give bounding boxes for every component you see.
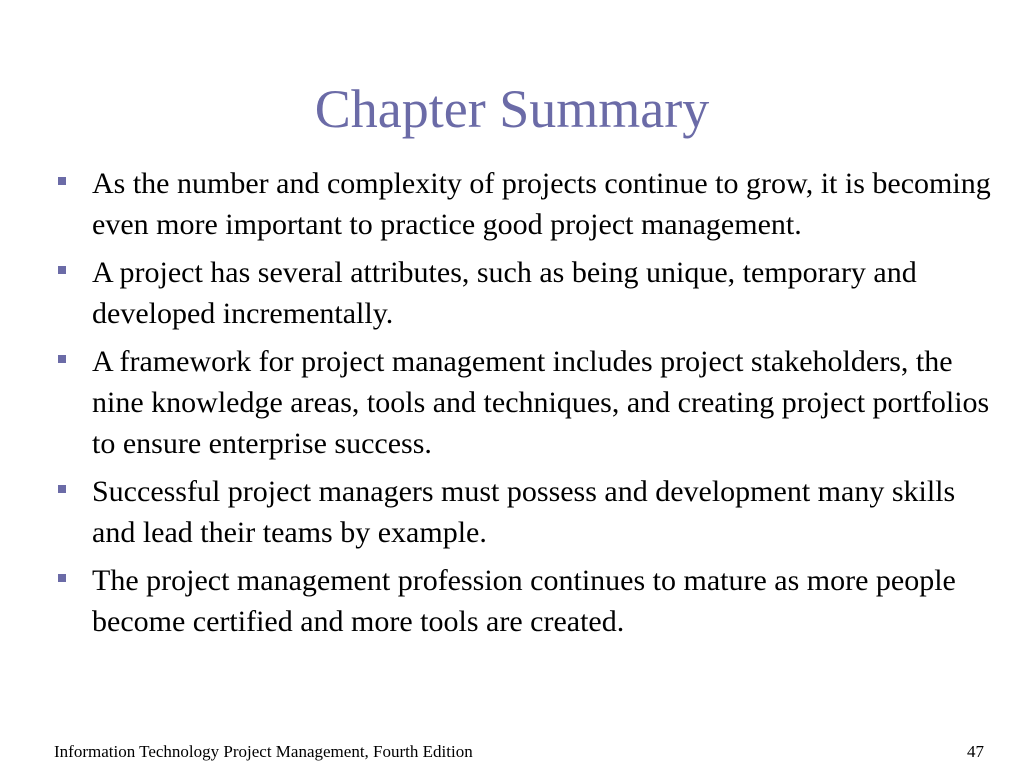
square-bullet-icon — [58, 485, 66, 493]
bullet-list — [56, 163, 996, 649]
bullet-text: The project management profession continues to mature as more people become certified and more tools are created. — [92, 564, 956, 638]
square-bullet-icon — [58, 574, 66, 582]
footer-book-title: Information Technology Project Management, Fourth Edition — [54, 742, 473, 761]
bullet-text: Successful project managers must possess and development many skills and lead their teams by example. — [92, 475, 956, 549]
square-bullet-icon — [58, 266, 66, 274]
bullet-item — [56, 163, 996, 245]
square-bullet-icon — [58, 177, 66, 185]
square-bullet-icon — [58, 355, 66, 363]
bullet-text: A framework for project management includes project stakeholders, the nine knowledge areas, tools and techniques, and creating project portfolios to ensure enterprise success. — [92, 345, 990, 460]
bullet-item — [56, 560, 996, 642]
slide-title: Chapter Summary — [314, 79, 710, 139]
footer-page-number: 47 — [967, 742, 984, 761]
bullet-item — [56, 252, 996, 334]
bullet-text: A project has several attributes, such as being unique, temporary and developed incrementally. — [92, 256, 917, 330]
bullet-item — [56, 341, 996, 464]
bullet-text: As the number and complexity of projects continue to grow, it is becoming even more important to practice good project management. — [92, 167, 991, 241]
bullet-item — [56, 471, 996, 553]
